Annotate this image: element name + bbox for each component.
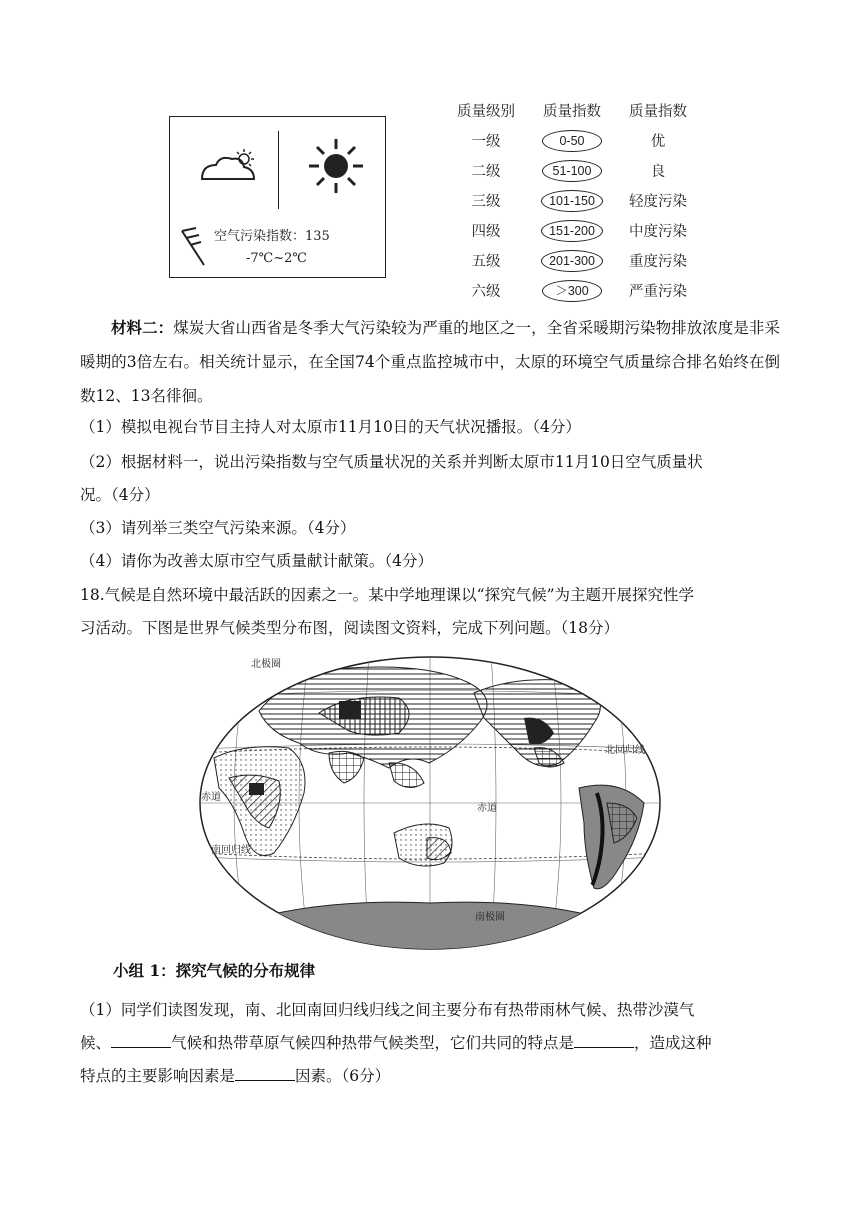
temperature-text: -7℃~2℃: [246, 251, 307, 266]
header-desc: 质量指数: [629, 104, 687, 120]
answer-blank-2[interactable]: [574, 1033, 634, 1048]
group-1-line-2-part-a: 候、: [80, 1034, 112, 1052]
row-level: 二级: [471, 164, 501, 180]
row-index: ＞300: [542, 280, 602, 302]
row-level: 三级: [471, 194, 501, 210]
header-index: 质量指数: [543, 104, 601, 120]
row-level: 五级: [471, 254, 501, 270]
q18-line-1: 18.气候是自然环境中最活跃的因素之一。某中学地理课以“探究气候”为主题开展探究性学: [80, 586, 695, 604]
row-desc: 严重污染: [629, 284, 687, 300]
row-index: 51-100: [542, 160, 602, 182]
label-antarctic-circle: 南极圈: [475, 912, 505, 923]
q17-item-2-line-1: （2）根据材料一，说出污染指数与空气质量状况的关系并判断太原市11月10日空气质量状: [80, 453, 703, 471]
world-climate-map: [199, 653, 661, 950]
group-1-line-2: [80, 1028, 800, 1058]
row-desc: 良: [650, 164, 666, 180]
row-desc: 轻度污染: [629, 194, 687, 210]
group-1-title: 小组 1：探究气候的分布规律: [113, 961, 316, 980]
row-index: 101-150: [541, 190, 603, 212]
group-1-line-2-part-c: ，造成这种: [634, 1034, 712, 1052]
answer-blank-1[interactable]: [111, 1033, 171, 1048]
row-level: 一级: [471, 134, 501, 150]
label-arctic-circle: 北极圈: [251, 659, 281, 670]
weather-panel: [169, 116, 386, 278]
label-tropic-cancer: 北回归线: [605, 745, 645, 756]
q17-item-1: （1）模拟电视台节目主持人对太原市11月10日的天气状况播报。（4分）: [80, 418, 581, 436]
row-index: 151-200: [541, 220, 603, 242]
label-equator-left: 赤道: [201, 792, 221, 803]
group-1-line-3-part-b: 因素。（6分）: [295, 1067, 391, 1085]
row-desc: 重度污染: [629, 254, 687, 270]
group-1-line-1: （1）同学们读图发现，南、北回南回归线归线之间主要分布有热带雨林气候、热带沙漠气: [80, 1001, 695, 1019]
material-2-paragraph: [80, 311, 780, 413]
material-2-label: 材料二：: [111, 318, 174, 337]
partly-cloudy-icon: [198, 147, 260, 183]
q17-item-4: （4）请你为改善太原市空气质量献计献策。（4分）: [80, 552, 433, 570]
q17-item-3: （3）请列举三类空气污染来源。（4分）: [80, 519, 356, 537]
group-1-line-3: [80, 1061, 800, 1091]
header-level: 质量级别: [457, 104, 515, 120]
row-index: 201-300: [541, 250, 603, 272]
q18-line-2: 习活动。下图是世界气候类型分布图，阅读图文资料，完成下列问题。（18分）: [80, 619, 619, 637]
label-equator-center: 赤道: [477, 803, 497, 814]
row-desc: 优: [650, 134, 666, 150]
material-2-text: 煤炭大省山西省是冬季大气污染较为严重的地区之一，全省采暖期污染物排放浓度是非采暖期的3倍左右。相关统计显示，在全国74个重点监控城市中，太原的环境空气质量综合排名始终在倒数12、13名徘徊。: [80, 319, 780, 405]
answer-blank-3[interactable]: [235, 1066, 295, 1081]
aqi-text: 空气污染指数：135: [214, 229, 330, 244]
group-1-line-2-part-b: 气候和热带草原气候四种热带气候类型，它们共同的特点是: [171, 1034, 575, 1052]
label-tropic-capricorn: 南回归线: [211, 845, 251, 856]
row-level: 六级: [471, 284, 501, 300]
weather-divider: [278, 131, 279, 209]
wind-barb-icon: [178, 227, 208, 267]
row-index: 0-50: [542, 130, 602, 152]
row-level: 四级: [471, 224, 501, 240]
sun-icon: [306, 137, 366, 195]
group-1-line-3-part-a: 特点的主要影响因素是: [80, 1067, 236, 1085]
q17-item-2-line-2: 况。（4分）: [80, 486, 160, 504]
row-desc: 中度污染: [629, 224, 687, 240]
